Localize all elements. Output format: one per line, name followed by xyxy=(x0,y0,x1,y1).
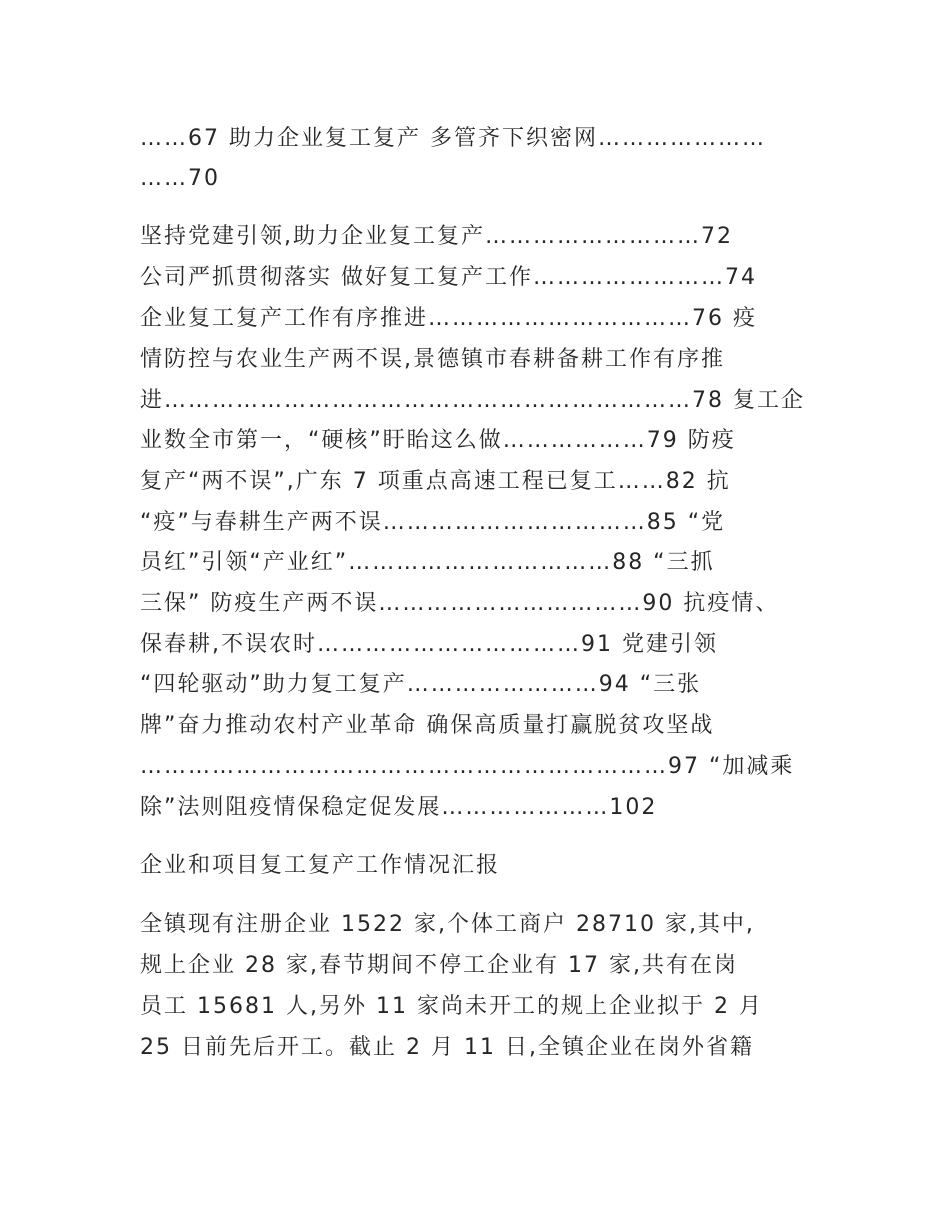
body-line: 全镇现有注册企业 1522 家,个体工商户 28710 家,其中, xyxy=(140,912,755,937)
toc-line: 公司严抓贯彻落实 做好复工复产工作……………………74 xyxy=(140,265,757,290)
toc-line: ……67 助力企业复工复产 多管齐下织密网………………… xyxy=(140,126,766,151)
toc-line: “四轮驱动”助力复工复产……………………94 “三张 xyxy=(140,672,702,697)
toc-line: 进…………………………………………………………78 复工企 xyxy=(140,388,805,413)
toc-line: 牌”奋力推动农村产业革命 确保高质量打赢脱贫攻坚战 xyxy=(140,713,715,738)
toc-line: 复产“两不误”,广东 7 项重点高速工程已复工……82 抗 xyxy=(140,469,731,494)
toc-line: 三保” 防疫生产两不误……………………………90 抗疫情、 xyxy=(140,591,780,616)
toc-line: 业数全市第一，“硬核”盱眙这么做………………79 防疫 xyxy=(140,428,736,453)
body-line: 规上企业 28 家,春节期间不停工企业有 17 家,共有在岗 xyxy=(140,953,738,978)
toc-line: 除”法则阻疫情保稳定促发展…………………102 xyxy=(140,795,658,820)
toc-line: 情防控与农业生产两不误,景德镇市春耕备耕工作有序推 xyxy=(140,347,725,372)
toc-line: …………………………………………………………97 “加减乘 xyxy=(140,754,795,779)
section-title: 企业和项目复工复产工作情况汇报 xyxy=(140,853,501,878)
body-line: 员工 15681 人,另外 11 家尚未开工的规上企业拟于 2 月 xyxy=(140,994,763,1019)
toc-line: 员红”引领“产业红”……………………………88 “三抓 xyxy=(140,550,715,575)
body-line: 25 日前先后开工。截止 2 月 11 日,全镇企业在岗外省籍 xyxy=(140,1035,754,1060)
toc-line: 企业复工复产工作有序推进……………………………76 疫 xyxy=(140,306,757,331)
toc-line: ……70 xyxy=(140,166,220,191)
toc-line: 保春耕,不误农时……………………………91 党建引领 xyxy=(140,632,718,657)
toc-line: “疫”与春耕生产两不误……………………………85 “党 xyxy=(140,510,726,535)
toc-line: 坚持党建引领,助力企业复工复产………………………72 xyxy=(140,224,733,249)
